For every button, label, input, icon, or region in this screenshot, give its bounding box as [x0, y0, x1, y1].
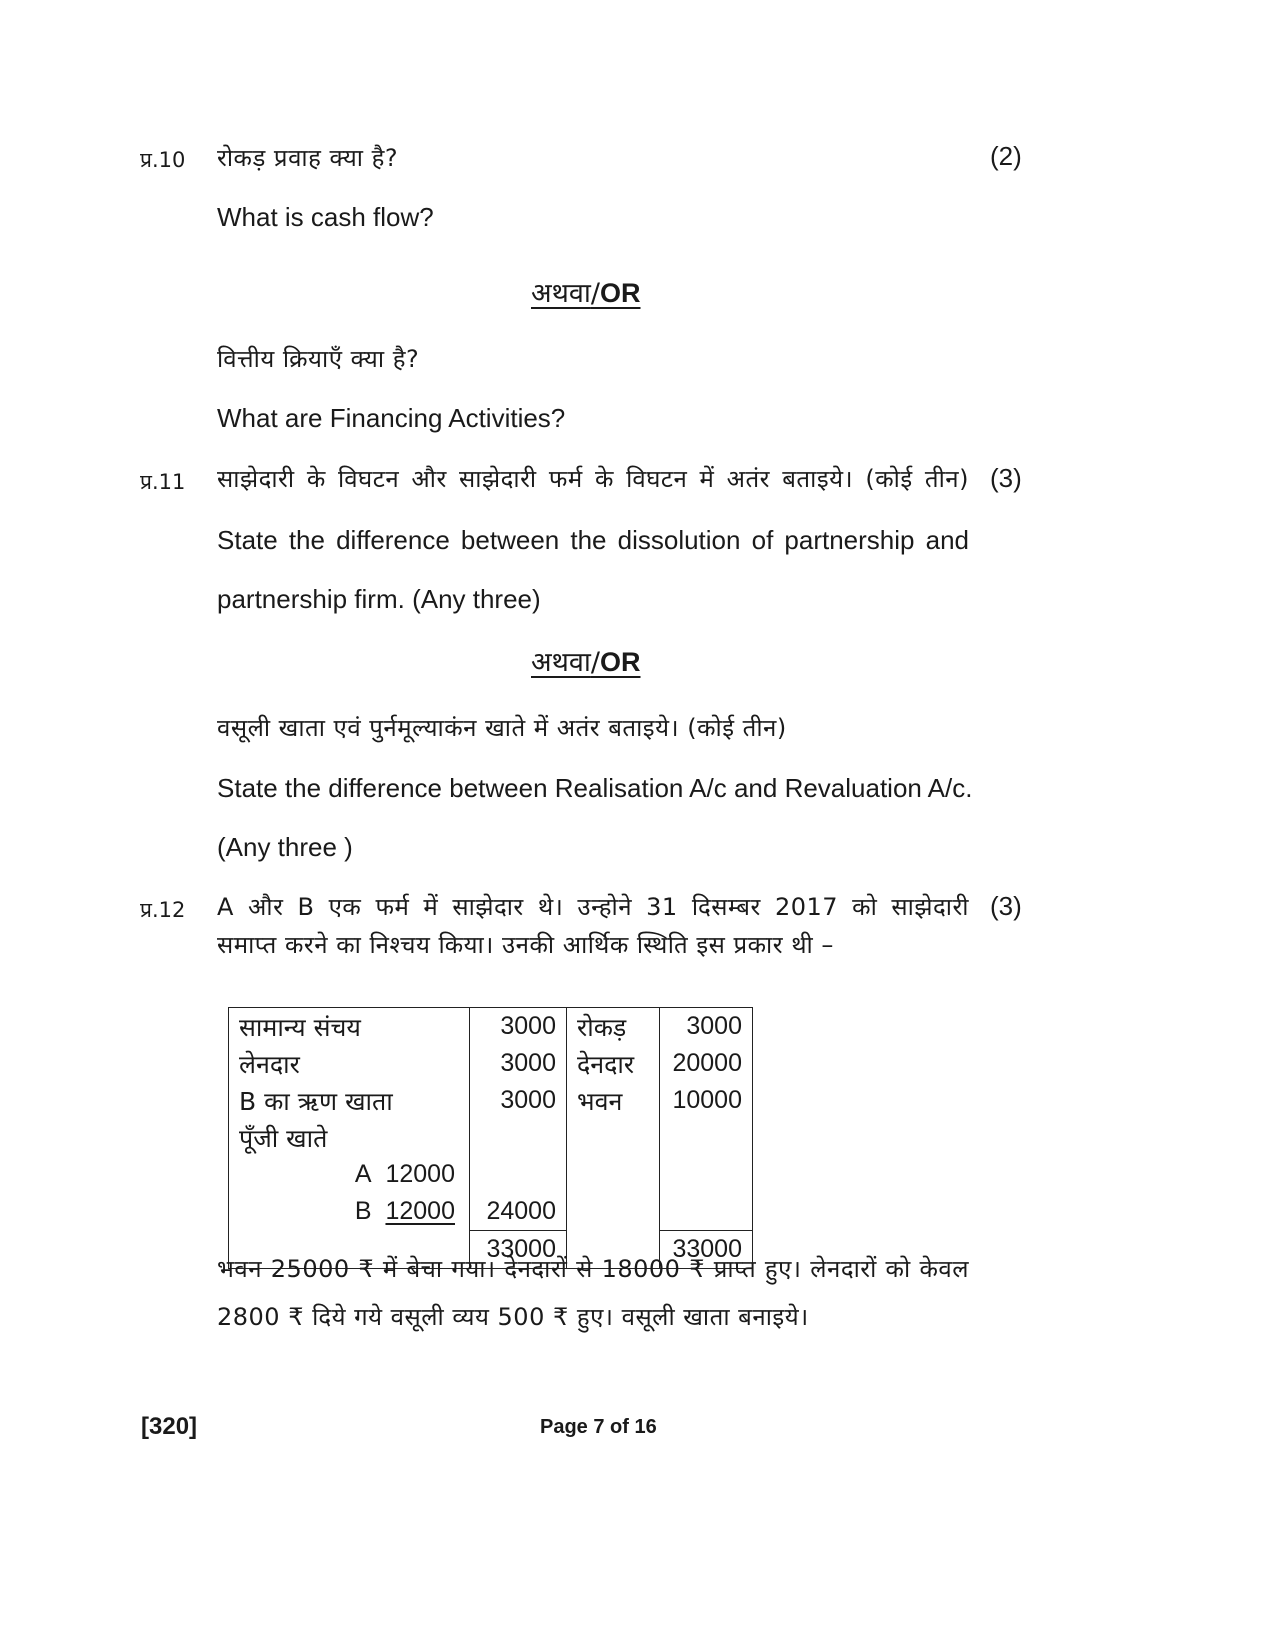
capital-b-label: B — [354, 1197, 372, 1226]
capital-a-amount: 12000 — [385, 1160, 455, 1188]
table-row — [229, 1045, 753, 1082]
question-number: प्र.12 — [140, 898, 186, 922]
balance-sheet-table — [228, 1007, 753, 1269]
question-text-english-line2: partnership firm. (Any three) — [217, 584, 541, 614]
question-text-hindi: रोकड़ प्रवाह क्या है? — [217, 144, 399, 172]
liability-amount: 3000 — [470, 1008, 567, 1046]
liability-label: सामान्य संचय — [229, 1008, 470, 1046]
total-liabilities: 33000 — [470, 1231, 567, 1269]
alternate-question-english-line2: (Any three ) — [217, 832, 353, 862]
liability-amount: 3000 — [470, 1045, 567, 1082]
or-separator — [531, 273, 641, 310]
asset-amount: 3000 — [660, 1008, 753, 1046]
capital-b — [229, 1193, 470, 1231]
question-number: प्र.10 — [140, 148, 186, 172]
liability-label: पूँजी खाते — [229, 1119, 470, 1156]
question-text-hindi-line2: समाप्त करने का निश्चय किया। उनकी आर्थिक स्थिति इस प्रकार थी – — [217, 931, 834, 959]
or-hindi: अथवा — [531, 278, 591, 309]
question-text-english-line1: State the difference between the dissolution of partnership and — [217, 525, 969, 555]
question-text-hindi: साझेदारी के विघटन और साझेदारी फर्म के विघटन में अतंर बताइये। (कोई तीन) — [217, 465, 969, 493]
or-hindi: अथवा — [531, 647, 591, 678]
liability-label: लेनदार — [229, 1045, 470, 1082]
liability-amount: 3000 — [470, 1082, 567, 1119]
question-marks: (3) — [990, 891, 1022, 921]
table-row — [229, 1193, 753, 1231]
asset-amount — [660, 1119, 753, 1156]
asset-amount: 10000 — [660, 1082, 753, 1119]
question-data-line2: 2800 ₹ दिये गये वसूली व्यय 500 ₹ हुए। वसूली खाता बनाइये। — [217, 1303, 809, 1331]
or-slash: / — [590, 647, 600, 678]
alternate-question-hindi: वसूली खाता एवं पुर्नमूल्याकंन खाते में अतंर बताइये। (कोई तीन) — [217, 714, 787, 742]
alternate-question-english-line1: State the difference between Realisation A/c and Revaluation A/c. — [217, 773, 973, 803]
capital-total: 24000 — [470, 1193, 567, 1231]
total-assets: 33000 — [660, 1231, 753, 1269]
capital-b-amount: 12000 — [385, 1197, 455, 1226]
page-number: Page 7 of 16 — [540, 1416, 657, 1438]
question-text-english: What is cash flow? — [217, 202, 434, 232]
liability-amount — [470, 1119, 567, 1156]
capital-a-label: A — [354, 1160, 372, 1188]
asset-label — [567, 1119, 660, 1156]
question-marks: (2) — [990, 141, 1022, 171]
asset-label: रोकड़ — [567, 1008, 660, 1046]
capital-a — [229, 1156, 470, 1193]
table-row — [229, 1156, 753, 1193]
or-separator — [531, 642, 641, 679]
table-row — [229, 1119, 753, 1156]
or-slash: / — [590, 278, 600, 309]
or-english: OR — [600, 647, 641, 677]
question-marks: (3) — [990, 463, 1022, 493]
paper-code: [320] — [141, 1413, 198, 1440]
or-english: OR — [600, 278, 641, 308]
table-row — [229, 1008, 753, 1046]
question-text-hindi-line1: A और B एक फर्म में साझेदार थे। उन्होने 31 दिसम्बर 2017 को साझेदारी — [217, 893, 969, 921]
liability-label: B का ऋण खाता — [229, 1082, 470, 1119]
question-number: प्र.11 — [140, 470, 186, 494]
question-data-line1: भवन 25000 ₹ में बेचा गया। देनदारों से 18000 ₹ प्राप्त हुए। लेनदारों को केवल — [217, 1255, 969, 1283]
alternate-question-english: What are Financing Activities? — [217, 403, 566, 433]
alternate-question-hindi: वित्तीय क्रियाएँ क्या है? — [217, 345, 420, 373]
asset-amount: 20000 — [660, 1045, 753, 1082]
asset-label: भवन — [567, 1082, 660, 1119]
table-row — [229, 1082, 753, 1119]
asset-label: देनदार — [567, 1045, 660, 1082]
